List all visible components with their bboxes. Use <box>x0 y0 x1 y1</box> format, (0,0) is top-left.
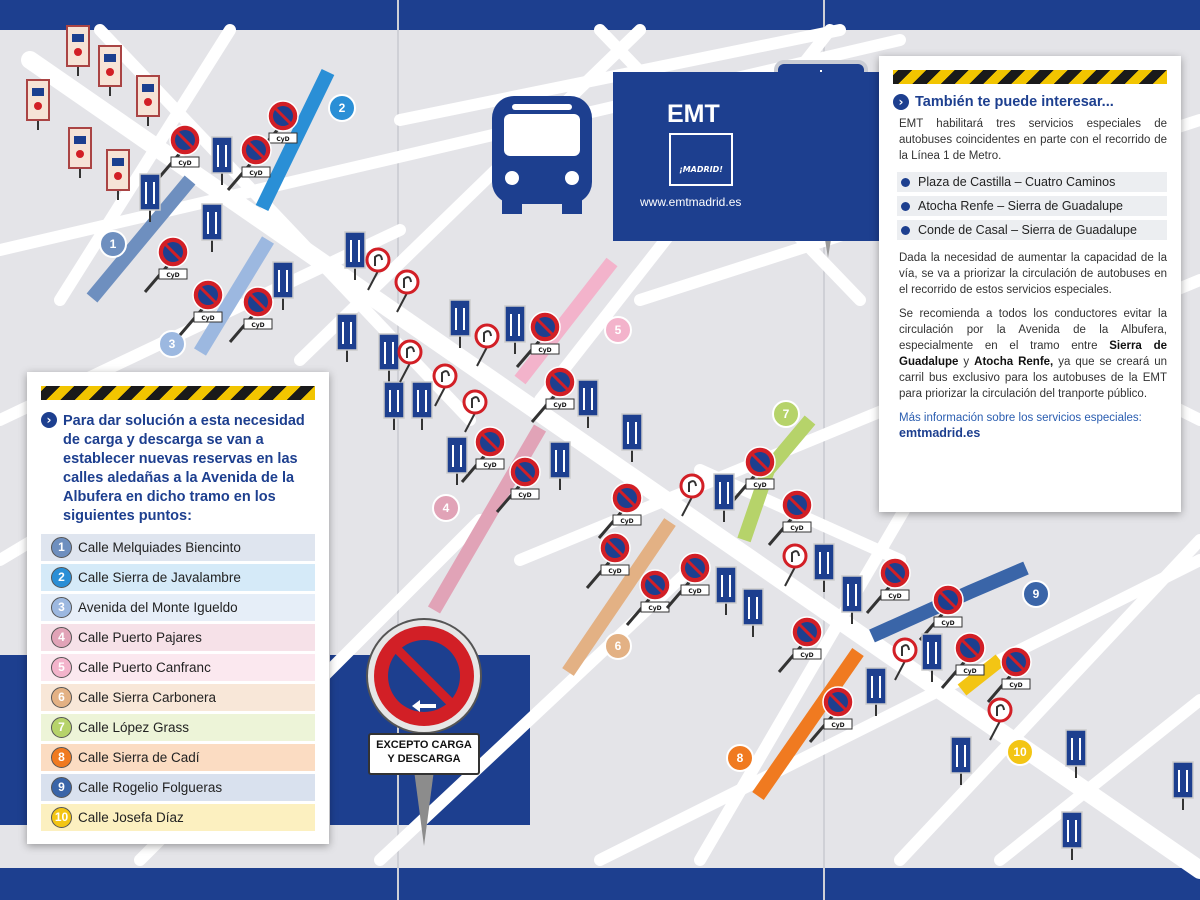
cyd-label: CyD <box>276 136 290 143</box>
info-para2-e: ya que se creará un carril bus exclusivo para los autobuses de la EMT para priorizar la circulación del tranporte público. <box>899 356 1167 400</box>
no-u-turn-marker-icon <box>476 325 498 366</box>
no-parking-marker-icon <box>462 427 505 482</box>
legend-number-badge: 10 <box>51 807 72 828</box>
map-pin-number: 6 <box>614 639 622 653</box>
legend-item-label: Calle Melquiades Biencinto <box>78 540 241 555</box>
legend-heading <box>41 412 317 526</box>
legend-item <box>41 774 315 801</box>
madrid-logo <box>669 133 733 186</box>
map-pin-number: 5 <box>614 323 622 337</box>
legend-list <box>27 534 329 831</box>
hazard-stripe <box>41 386 315 400</box>
info-para1: Dada la necesidad de aumentar la capacidad de la vía, se va a priorizar la circulación de autobuses en el recorrido de estos servicios especiales. <box>899 252 1167 296</box>
legend-item-label: Avenida del Monte Igueldo <box>78 600 238 615</box>
madrid-logo-text: ¡MADRID! <box>679 165 723 174</box>
bullet-icon <box>901 178 910 187</box>
legend-number-badge: 7 <box>51 717 72 738</box>
bus-lane-marker-icon <box>578 380 598 428</box>
legend-item <box>41 744 315 771</box>
cyd-label: CyD <box>790 525 804 532</box>
info-panel <box>879 56 1181 512</box>
cyd-label: CyD <box>518 492 532 499</box>
service-item <box>897 172 1167 192</box>
info-intro: EMT habilitará tres servicios especiales de autobuses coincidentes en parte con el recorrido de la Línea 1 de Metro. <box>899 118 1167 162</box>
legend-number-badge: 9 <box>51 777 72 798</box>
bus-lane-marker-icon <box>1062 812 1082 860</box>
legend-item <box>41 804 315 831</box>
info-heading-text: También te puede interesar... <box>915 94 1114 110</box>
legend-number-badge: 8 <box>51 747 72 768</box>
cyd-label: CyD <box>941 620 955 627</box>
cyd-label: CyD <box>538 347 552 354</box>
map-pin-number: 2 <box>338 101 346 115</box>
map-pin-number: 3 <box>168 337 176 351</box>
bus-lane-marker-icon <box>1173 762 1193 810</box>
bottom-border <box>0 868 1200 900</box>
cyd-label: CyD <box>553 402 567 409</box>
map-pin-number: 8 <box>736 751 744 765</box>
cyd-label: CyD <box>178 160 192 167</box>
bus-lane-marker-icon <box>622 414 642 462</box>
parking-meter-icon <box>137 76 159 126</box>
map-number-pin <box>1007 739 1033 765</box>
legend-number-badge: 3 <box>51 597 72 618</box>
legend-heading-text: Para dar solución a esta necesidad de carga y descarga se van a establecer nuevas reservas en las calles aledañas a la Avenida de la Albufera en dicho tramo en los siguientes puntos: <box>63 413 305 524</box>
info-para2-a: Se recomienda a todos los conductores evitar la circulación por la Avenida de la Albufera, especialmente en el tramo entre <box>899 308 1167 352</box>
cyd-label: CyD <box>688 588 702 595</box>
bus-lane-marker-icon <box>384 382 404 430</box>
except-sign-label <box>368 733 480 775</box>
service-item <box>897 196 1167 216</box>
legend-item-label: Calle Josefa Díaz <box>78 810 184 825</box>
map-number-pin <box>605 317 631 343</box>
legend-item-label: Calle Sierra de Cadí <box>78 750 200 765</box>
legend-item <box>41 624 315 651</box>
bus-lane-marker-icon <box>951 737 971 785</box>
cyd-label: CyD <box>251 322 265 329</box>
parking-meter-icon <box>67 26 89 76</box>
service-item <box>897 220 1167 240</box>
chevron-right-icon: › <box>41 412 57 428</box>
cyd-label: CyD <box>201 315 215 322</box>
bus-lane-marker-icon <box>505 306 525 354</box>
map-number-pin <box>773 401 799 427</box>
cyd-label: CyD <box>608 568 622 575</box>
map-pin-number: 9 <box>1032 587 1040 601</box>
cyd-label: CyD <box>800 652 814 659</box>
bullet-icon <box>901 202 910 211</box>
bus-lane-marker-icon <box>337 314 357 362</box>
legend-number-badge: 5 <box>51 657 72 678</box>
map-number-pin <box>1023 581 1049 607</box>
cyd-label: CyD <box>963 668 977 675</box>
more-info-label: Más información sobre los servicios especiales: <box>899 412 1142 424</box>
legend-item-label: Calle Sierra Carbonera <box>78 690 217 705</box>
legend-number-badge: 2 <box>51 567 72 588</box>
legend-item <box>41 594 315 621</box>
info-para2-b: Sierra de Guadalupe <box>899 340 1167 368</box>
service-label: Conde de Casal – Sierra de Guadalupe <box>918 223 1137 237</box>
except-line2: Y DESCARGA <box>387 753 461 765</box>
legend-item <box>41 564 315 591</box>
more-info-link[interactable]: emtmadrid.es <box>899 426 981 440</box>
bus-lane-marker-icon <box>866 668 886 716</box>
cyd-label: CyD <box>648 605 662 612</box>
cyd-label: CyD <box>166 272 180 279</box>
bus-lane-marker-icon <box>714 474 734 522</box>
emt-url-link[interactable]: www.emtmadrid.es <box>640 195 742 209</box>
bus-lane-marker-icon <box>273 262 293 310</box>
info-para2 <box>899 306 1167 402</box>
except-line1: EXCEPTO CARGA <box>376 739 472 751</box>
no-u-turn-marker-icon <box>399 341 421 382</box>
legend-item-label: Calle Sierra de Javalambre <box>78 570 241 585</box>
no-parking-marker-icon <box>599 483 642 538</box>
cyd-label: CyD <box>888 593 902 600</box>
map-number-pin <box>727 745 753 771</box>
info-heading <box>893 94 1167 110</box>
bus-icon <box>492 96 592 214</box>
legend-number-badge: 4 <box>51 627 72 648</box>
legend-item <box>41 714 315 741</box>
cyd-label: CyD <box>483 462 497 469</box>
hazard-stripe <box>893 70 1167 84</box>
info-para2-d: Atocha Renfe, <box>974 356 1054 368</box>
legend-panel <box>27 372 329 844</box>
map-number-pin <box>329 95 355 121</box>
no-u-turn-marker-icon <box>396 271 418 312</box>
bus-lane-marker-icon <box>814 544 834 592</box>
legend-item <box>41 684 315 711</box>
map-number-pin <box>433 495 459 521</box>
emt-block <box>613 72 879 241</box>
map-pin-number: 7 <box>782 407 790 421</box>
cyd-label: CyD <box>753 482 767 489</box>
legend-item-label: Calle Puerto Pajares <box>78 630 202 645</box>
bus-lane-marker-icon <box>450 300 470 348</box>
bullet-icon <box>901 226 910 235</box>
service-label: Atocha Renfe – Sierra de Guadalupe <box>918 199 1123 213</box>
info-para2-c: y <box>958 356 975 368</box>
chevron-right-icon: › <box>893 94 909 110</box>
legend-item-label: Calle López Grass <box>78 720 190 735</box>
cyd-label: CyD <box>831 722 845 729</box>
parking-meter-icon <box>69 128 91 178</box>
bus-lane-marker-icon <box>379 334 399 382</box>
no-u-turn-marker-icon <box>464 391 486 432</box>
parking-meter-icon <box>27 80 49 130</box>
legend-item-label: Calle Rogelio Folgueras <box>78 780 223 795</box>
parking-meter-icon <box>99 46 121 96</box>
emt-title: EMT <box>667 100 720 128</box>
legend-item-label: Calle Puerto Canfranc <box>78 660 211 675</box>
bus-lane-marker-icon <box>412 382 432 430</box>
map-pin-number: 1 <box>109 237 117 251</box>
legend-item <box>41 534 315 561</box>
no-parking-marker-icon <box>988 647 1031 702</box>
legend-number-badge: 1 <box>51 537 72 558</box>
no-parking-marker-icon <box>145 237 188 292</box>
bus-lane-marker-icon <box>716 567 736 615</box>
legend-number-badge: 6 <box>51 687 72 708</box>
map-number-pin <box>605 633 631 659</box>
bus-lane-marker-icon <box>202 204 222 252</box>
bus-lane-marker-icon <box>743 589 763 637</box>
legend-item <box>41 654 315 681</box>
map-pin-number: 10 <box>1013 745 1027 759</box>
bus-lane-marker-icon <box>550 442 570 490</box>
map-pin-number: 4 <box>442 501 450 515</box>
cyd-label: CyD <box>249 170 263 177</box>
cyd-label: CyD <box>1009 682 1023 689</box>
cyd-label: CyD <box>620 518 634 525</box>
map-number-pin <box>100 231 126 257</box>
service-label: Plaza de Castilla – Cuatro Caminos <box>918 175 1116 189</box>
service-list <box>879 172 1181 240</box>
